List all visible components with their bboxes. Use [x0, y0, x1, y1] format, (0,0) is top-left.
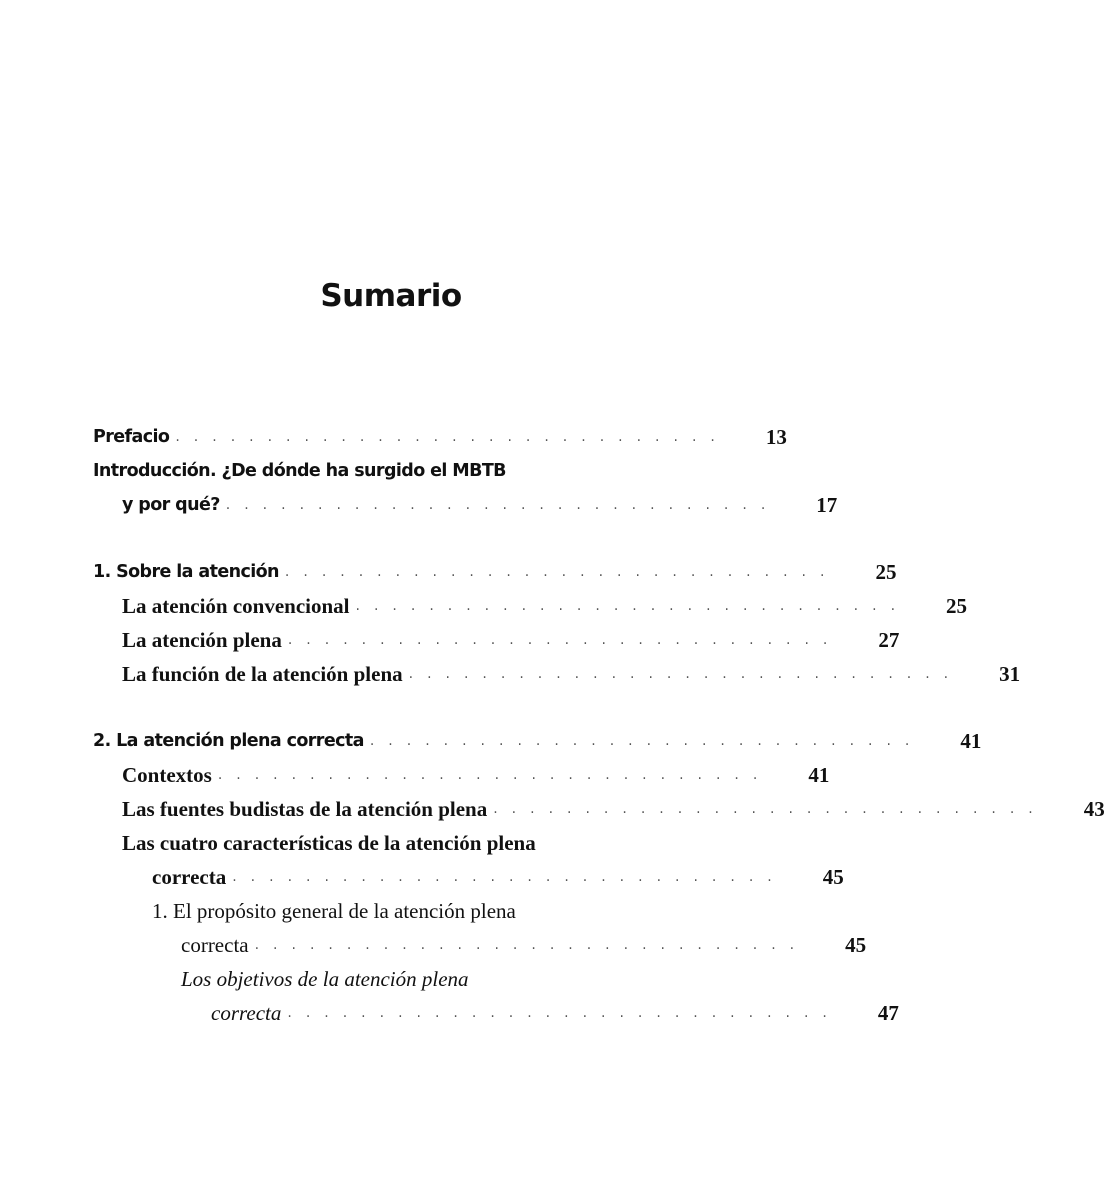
toc-entry-prefacio [93, 420, 787, 454]
dot-leader: .............................. [493, 801, 1047, 817]
toc-page-number: 41 [808, 762, 830, 787]
toc-entry [93, 589, 968, 623]
toc-entry-label: correcta [93, 933, 255, 958]
toc-subsubentry-cont [93, 996, 899, 1030]
section-spacer [93, 691, 687, 724]
toc-page-number: 45 [845, 932, 867, 957]
toc-entry-label: Las cuatro características de la atención plena [93, 831, 542, 856]
dot-leader: .............................. [284, 564, 839, 580]
toc-subentry [93, 894, 687, 928]
toc-entry-cont [93, 860, 844, 894]
dot-leader: .............................. [369, 733, 924, 749]
toc-subsubentry [93, 962, 687, 996]
toc-entry-label: y por qué? [93, 495, 226, 515]
dot-leader: .............................. [232, 869, 786, 885]
toc-entry-label: 1. Sobre la atención [93, 562, 285, 582]
toc-entry-introduccion [93, 454, 687, 488]
toc-chapter-1 [93, 555, 897, 589]
toc-entry-label: Prefacio [93, 427, 175, 447]
toc-entry [93, 758, 830, 792]
toc-entry-label: correcta [93, 865, 232, 890]
toc-entry-label: Las fuentes budistas de la atención plena [93, 797, 493, 822]
toc-entry-label: La atención plena [93, 628, 288, 653]
toc-page-number: 25 [946, 593, 968, 618]
toc-page-number: 27 [878, 627, 900, 652]
dot-leader: .............................. [287, 632, 842, 648]
toc-entry-label: 2. La atención plena correcta [93, 731, 370, 751]
toc-page-number: 25 [875, 559, 897, 584]
toc-subentry-cont [93, 928, 867, 962]
dot-leader: .............................. [225, 497, 780, 513]
toc-page-number: 41 [960, 728, 982, 753]
dot-leader: .............................. [408, 666, 963, 682]
toc-entry [93, 826, 687, 860]
dot-leader: .............................. [254, 937, 809, 953]
dot-leader: .............................. [287, 1005, 841, 1021]
section-spacer [93, 522, 687, 555]
table-of-contents [93, 420, 1105, 1030]
dot-leader: .............................. [217, 767, 772, 783]
toc-page-number: 13 [765, 424, 787, 449]
toc-page-number: 43 [1083, 796, 1105, 821]
toc-entry-label: La atención convencional [93, 594, 356, 619]
toc-entry [93, 657, 1021, 691]
toc-page-number: 47 [877, 1000, 899, 1025]
toc-entry-label: Los objetivos de la atención plena [93, 967, 475, 992]
toc-entry-label: 1. El propósito general de la atención plena [93, 899, 522, 924]
page-title: Sumario [320, 278, 462, 314]
toc-entry [93, 623, 900, 657]
toc-entry [93, 792, 1105, 826]
toc-chapter-2 [93, 724, 982, 758]
toc-entry-label: La función de la atención plena [93, 662, 409, 687]
toc-entry-label: Introducción. ¿De dónde ha surgido el MBTB [93, 461, 512, 481]
toc-page-number: 31 [999, 661, 1021, 686]
toc-entry-introduccion-cont [93, 488, 838, 522]
toc-page-number: 17 [816, 492, 838, 517]
toc-entry-label: Contextos [93, 763, 218, 788]
dot-leader: .............................. [175, 429, 729, 445]
dot-leader: .............................. [355, 598, 910, 614]
toc-entry-label: correcta [93, 1001, 287, 1026]
toc-page-number: 45 [822, 864, 844, 889]
